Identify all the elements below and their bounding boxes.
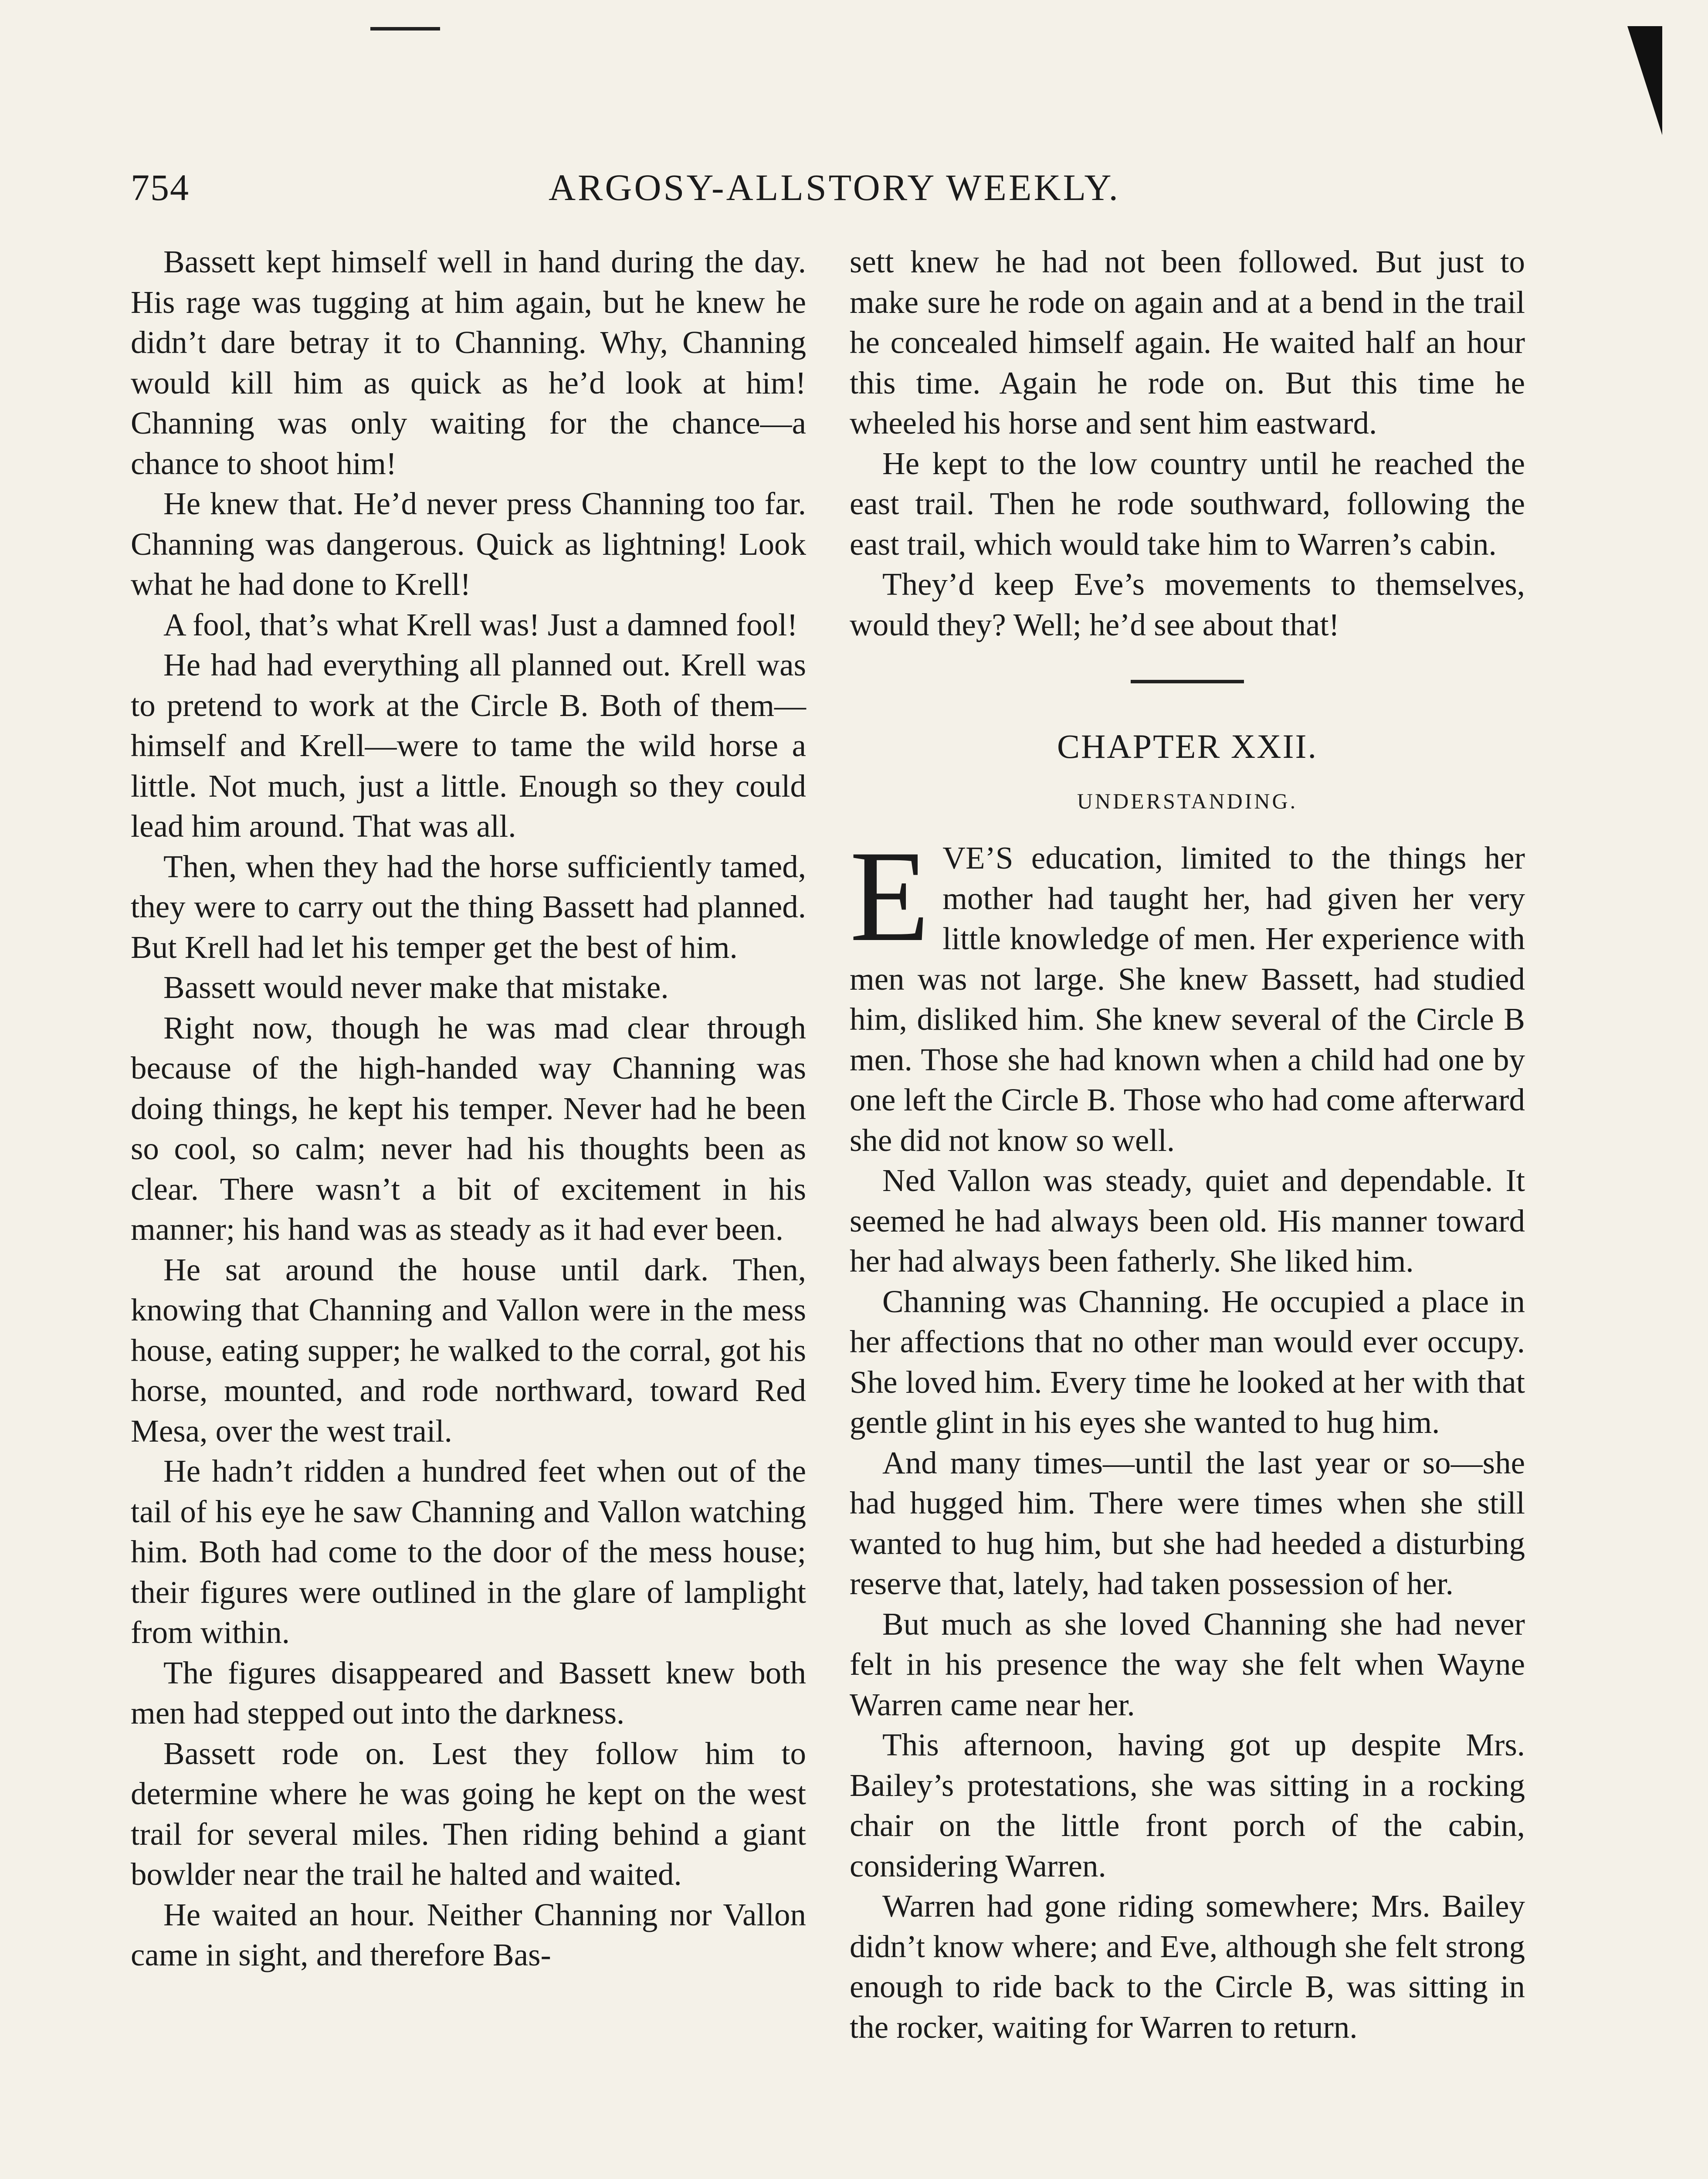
paragraph: He hadn’t ridden a hundred feet when out of the tail of his eye he saw Channing and Vallon watching him. Both had come to the door of the mess house; their figures were outlined in the glare of lamplight from within. [131,1453,806,1650]
continued-paragraph: sett knew he had not been followed. But just to make sure he rode on again and at a bend in the trail he concealed himself again. He waited half an hour this time. Again he rode on. But this time he wheeled his horse and sent him eastward. [850,244,1525,441]
chapter-subtitle: UNDERSTANDING. [1077,789,1298,813]
paragraph: Bassett rode on. Lest they follow him to determine where he was going he kept on the west trail for several miles. Then riding behind a giant bowlder near the trail he halted and waited. [131,1735,806,1892]
paragraph: Ned Vallon was steady, quiet and dependable. It seemed he had always been old. His manner toward her had always been fatherly. She liked him. [850,1163,1525,1279]
paragraph: He kept to the low country until he reached the east trail. Then he rode southward, following the east trail, which would take him to Warren’s cabin. [850,445,1525,562]
paragraph: A fool, that’s what Krell was! Just a damned fool! [163,607,798,642]
paragraph: And many times—until the last year or so—she had hugged him. There were times when she still wanted to hug him, but she had heeded a disturbing reserve that, lately, had taken possession of her. [850,1445,1525,1601]
section-break-rule [1131,680,1244,683]
paragraph: Right now, though he was mad clear through because of the high-handed way Channing was doing things, he kept his temper. Never had he been so cool, so calm; never had his thoughts been as clear. There wasn’t a bit of excitement in his manner; his hand was as steady as it had ever been. [131,1010,806,1247]
paragraph: Channing was Channing. He occupied a place in her affections that no other man would ever occupy. She loved him. Every time he looked at her with that gentle glint in his eyes she wanted to hug him. [850,1283,1525,1440]
running-head [131,166,1538,218]
chapter-opening-paragraph [850,824,1525,1161]
opening-text: VE’S education, limited to the things her mother had taught her, had given her very little knowledge of men. Her experience with men was not large. She knew Bassett, had studied him, disliked him. She knew several of the Circle B men. Those she had known when a child had one by one left the Circle B. Those who had come afterward she did not know so well. [850,840,1525,1158]
paragraph: Bassett kept himself well in hand during the day. His rage was tugging at him again, but he knew he didn’t dare betray it to Channing. Why, Channing would kill him as quick as he’d look at him! Channing was only waiting for the chance—a chance to shoot him! [131,244,806,481]
paragraph: He knew that. He’d never press Channing too far. Channing was dangerous. Quick as lightning! Look what he had done to Krell! [131,486,806,602]
paragraph: This afternoon, having got up despite Mrs. Bailey’s protestations, she was sitting in a rocking chair on the little front porch of the cabin, considering Warren. [850,1727,1525,1884]
corner-mark-top-right [1627,26,1662,135]
paragraph: He waited an hour. Neither Channing nor Vallon came in sight, and therefore Bas- [131,1897,806,1972]
chapter-title: CHAPTER XXII. [1057,727,1318,765]
paragraph: He had had everything all planned out. Krell was to pretend to work at the Circle B. Both of them—himself and Krell—were to tame the wild horse a little. Not much, just a little. Enough so they could lead him around. That was all. [131,647,806,844]
top-rule [370,27,440,31]
paragraph: They’d keep Eve’s movements to themselves, would they? Well; he’d see about that! [850,567,1525,642]
left-column [131,242,806,1975]
drop-cap: E [850,824,930,968]
paragraph: But much as she loved Channing she had never felt in his presence the way she felt when Wayne Warren came near her. [850,1606,1525,1722]
paragraph: Bassett would never make that mistake. [163,970,669,1005]
journal-title: ARGOSY-ALLSTORY WEEKLY. [548,166,1121,208]
right-column [850,242,1525,2047]
paragraph: He sat around the house until dark. Then, knowing that Channing and Vallon were in the mess house, eating supper; he walked to the corral, got his horse, mounted, and rode northward, toward Red Mesa, over the west trail. [131,1252,806,1449]
paragraph: Then, when they had the horse sufficiently tamed, they were to carry out the thing Bassett had planned. But Krell had let his temper get the best of him. [131,849,806,965]
paragraph: The figures disappeared and Bassett knew both men had stepped out into the darkness. [131,1655,806,1731]
paragraph: Warren had gone riding somewhere; Mrs. Bailey didn’t know where; and Eve, although she felt strong enough to ride back to the Circle B, was sitting in the rocker, waiting for Warren to return. [850,1888,1525,2045]
page-number: 754 [131,166,190,208]
